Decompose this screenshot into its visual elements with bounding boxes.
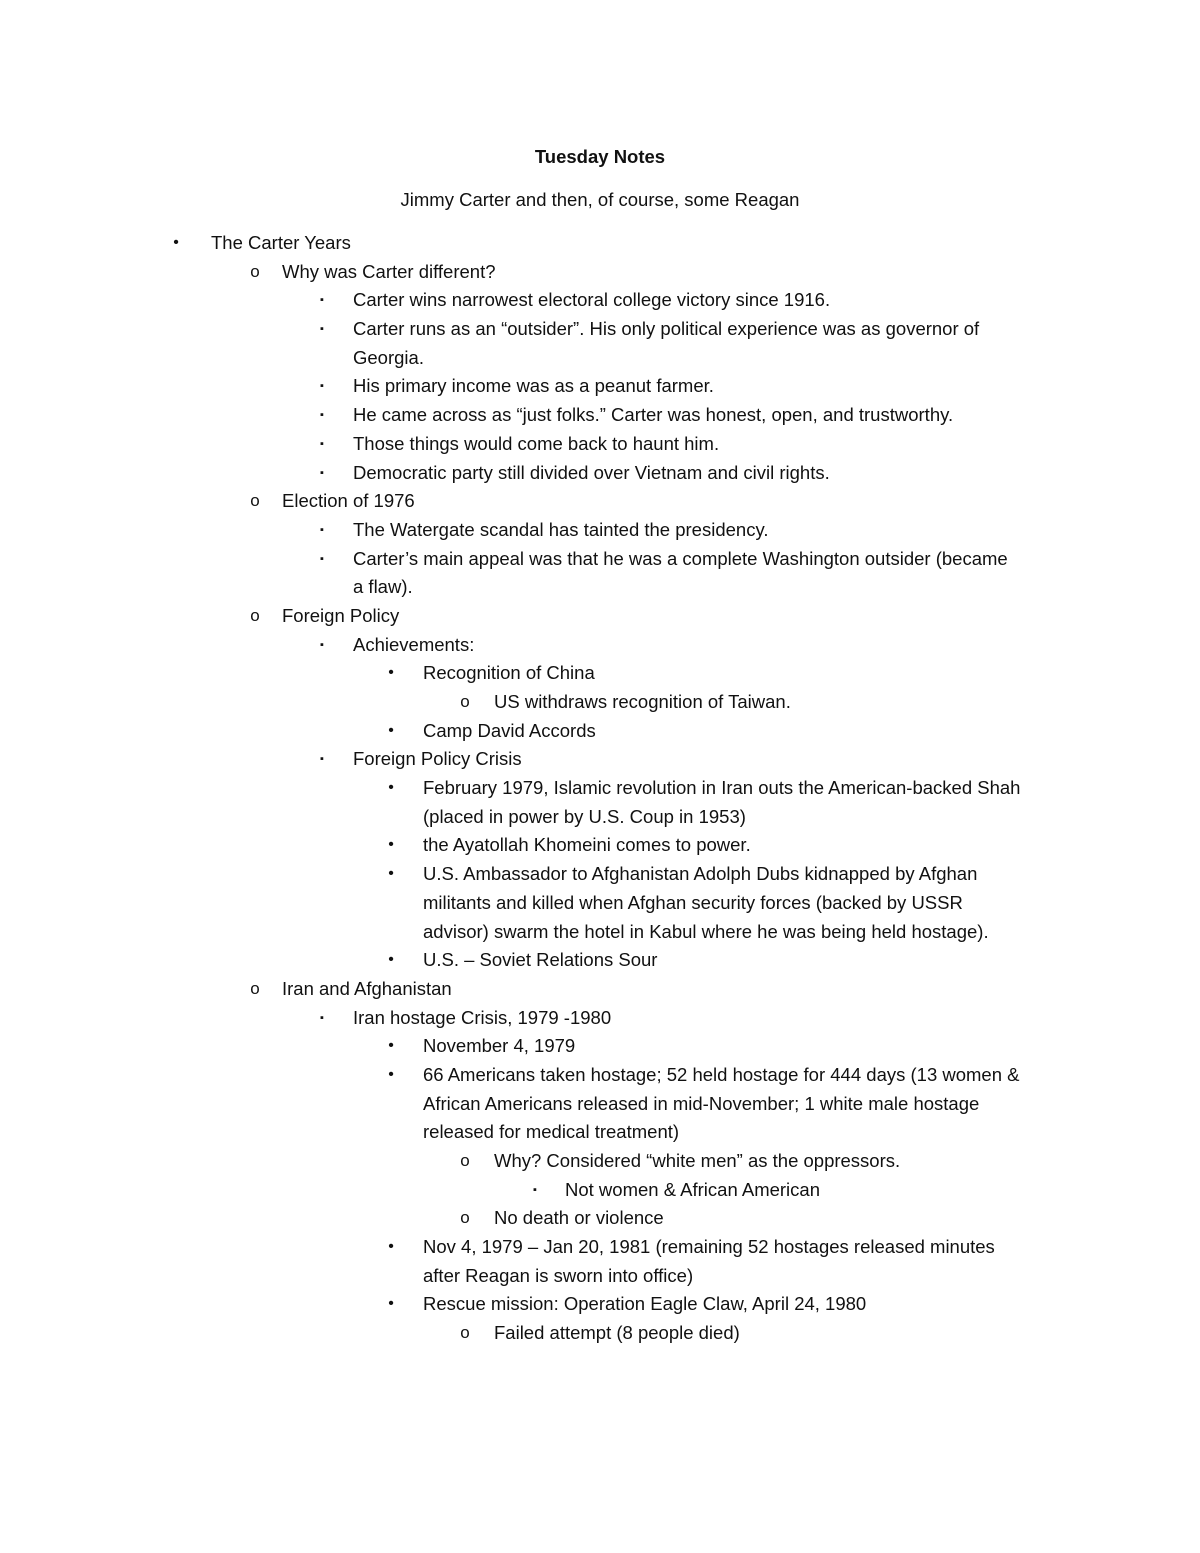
outline-item [0,286,1200,315]
outline-item-text: The Carter Years [211,232,351,253]
outline-item-text: Iran hostage Crisis, 1979 -1980 [353,1006,612,1028]
outline-item-text: Carter wins narrowest electoral college victory since 1916. [353,289,831,311]
outline-item-text: the Ayatollah Khomeini comes to power. [423,834,751,856]
outline-item [0,602,1200,631]
outline-item [0,1290,1200,1319]
outline-item-text: Foreign Policy Crisis [353,748,522,770]
outline-item-text: His primary income was as a peanut farmer. [353,375,714,397]
outline-item [0,946,1200,975]
outline-item-text: Those things would come back to haunt him. [353,432,720,454]
outline-item [0,573,1200,602]
outline-item-text: Not women & African American [565,1178,820,1200]
circle-bullet-icon: o [460,1323,470,1343]
outline-item-text: Election of 1976 [282,490,415,512]
outline-item-text: Nov 4, 1979 – Jan 20, 1981 (remaining 52 hostages released minutes [423,1236,995,1258]
outline-item-text: Camp David Accords [423,719,596,741]
square-bullet-icon: ▪ [533,1183,537,1196]
disc-bullet-icon: • [388,836,394,854]
disc-bullet-icon: • [388,1037,394,1055]
outline-item-text: Why? Considered “white men” as the oppressors. [494,1150,901,1171]
page-subtitle: Jimmy Carter and then, of course, some Reagan [400,189,800,210]
outline-item-text: Iran and Afghanistan [282,977,452,999]
square-bullet-icon: ▪ [320,638,324,651]
disc-bullet-icon: • [388,1065,394,1083]
outline-item-text: The Watergate scandal has tainted the presidency. [353,518,769,540]
circle-bullet-icon: o [250,491,260,511]
outline-item [0,372,1200,401]
square-bullet-icon: ▪ [320,466,324,479]
outline-item [0,1061,1200,1090]
outline-item [0,459,1200,488]
outline-item [0,344,1200,373]
square-bullet-icon: ▪ [320,409,324,422]
outline-item [0,1032,1200,1061]
circle-bullet-icon: o [460,692,470,711]
outline-item-text: (placed in power by U.S. Coup in 1953) [423,805,746,827]
outline-item-text: Georgia. [353,346,424,368]
outline-item [0,717,1200,746]
circle-bullet-icon: o [250,261,260,281]
outline-item-text: U.S. – Soviet Relations Sour [423,949,658,971]
outline-item [0,774,1200,803]
outline-item-text: Carter runs as an “outsider”. His only political experience was as governor of [353,318,980,340]
outline-item [0,1176,1200,1205]
outline-item-text: 66 Americans taken hostage; 52 held hostage for 444 days (13 women & [423,1063,1020,1085]
circle-bullet-icon: o [460,1208,470,1228]
outline-item-text: February 1979, Islamic revolution in Iran outs the American-backed Shah [423,777,1021,799]
outline-item [0,631,1200,660]
outline-item [0,430,1200,459]
square-bullet-icon: ▪ [320,437,324,450]
outline-item [0,315,1200,344]
disc-bullet-icon: • [388,664,394,682]
outline-item-text: advisor) swarm the hotel in Kabul where he was being held hostage). [423,920,989,942]
outline-item [0,516,1200,545]
outline-item [0,487,1200,516]
square-bullet-icon: ▪ [320,323,324,336]
disc-bullet-icon: • [388,1295,394,1313]
outline-item [0,1262,1200,1291]
outline-item [0,1118,1200,1147]
outline-item [0,975,1200,1004]
outline-item [0,1204,1200,1233]
outline-item [0,803,1200,832]
circle-bullet-icon: o [460,1151,470,1170]
notes-outline [0,229,1200,1348]
outline-item-text: Achievements: [353,633,475,655]
disc-bullet-icon: • [173,234,179,251]
outline-item [0,1090,1200,1119]
outline-item [0,401,1200,430]
outline-item [0,229,1200,258]
circle-bullet-icon: o [250,978,260,998]
square-bullet-icon: ▪ [320,1011,324,1024]
outline-item-text: Democratic party still divided over Vietnam and civil rights. [353,461,830,483]
outline-item-text: Carter’s main appeal was that he was a complete Washington outsider (became [353,547,1008,569]
outline-item [0,258,1200,287]
outline-item-text: militants and killed when Afghan security forces (backed by USSR [423,891,963,913]
outline-item-text: a flaw). [353,576,413,598]
outline-item-text: released for medical treatment) [423,1121,680,1143]
outline-item [0,889,1200,918]
outline-item-text: No death or violence [494,1207,664,1229]
square-bullet-icon: ▪ [320,523,324,536]
outline-item-text: November 4, 1979 [423,1035,576,1057]
square-bullet-icon: ▪ [320,294,324,307]
outline-item-text: Recognition of China [423,662,595,684]
square-bullet-icon: ▪ [320,753,324,766]
outline-item-text: U.S. Ambassador to Afghanistan Adolph Dubs kidnapped by Afghan [423,863,978,885]
disc-bullet-icon: • [388,865,394,883]
outline-item [0,1233,1200,1262]
outline-item-text: Foreign Policy [282,604,400,626]
disc-bullet-icon: • [388,721,394,739]
outline-item [0,688,1200,717]
outline-item-text: He came across as “just folks.” Carter was honest, open, and trustworthy. [353,404,954,426]
square-bullet-icon: ▪ [320,552,324,565]
outline-item-text: Failed attempt (8 people died) [494,1322,740,1344]
outline-item [0,860,1200,889]
outline-item-text: US withdraws recognition of Taiwan. [494,691,791,712]
page-title: Tuesday Notes [534,146,666,167]
circle-bullet-icon: o [250,605,260,625]
outline-item [0,659,1200,688]
outline-item-text: Why was Carter different? [282,260,496,282]
outline-item [0,1147,1200,1176]
outline-item [0,1004,1200,1033]
square-bullet-icon: ▪ [320,380,324,393]
disc-bullet-icon: • [388,779,394,797]
outline-item-text: Rescue mission: Operation Eagle Claw, April 24, 1980 [423,1293,867,1315]
outline-item-text: African Americans released in mid-November; 1 white male hostage [423,1092,980,1114]
outline-item [0,831,1200,860]
outline-item [0,918,1200,947]
outline-item-text: after Reagan is sworn into office) [423,1264,694,1286]
outline-item [0,545,1200,574]
disc-bullet-icon: • [388,1238,394,1256]
outline-item [0,1319,1200,1348]
outline-item [0,745,1200,774]
disc-bullet-icon: • [388,951,394,969]
